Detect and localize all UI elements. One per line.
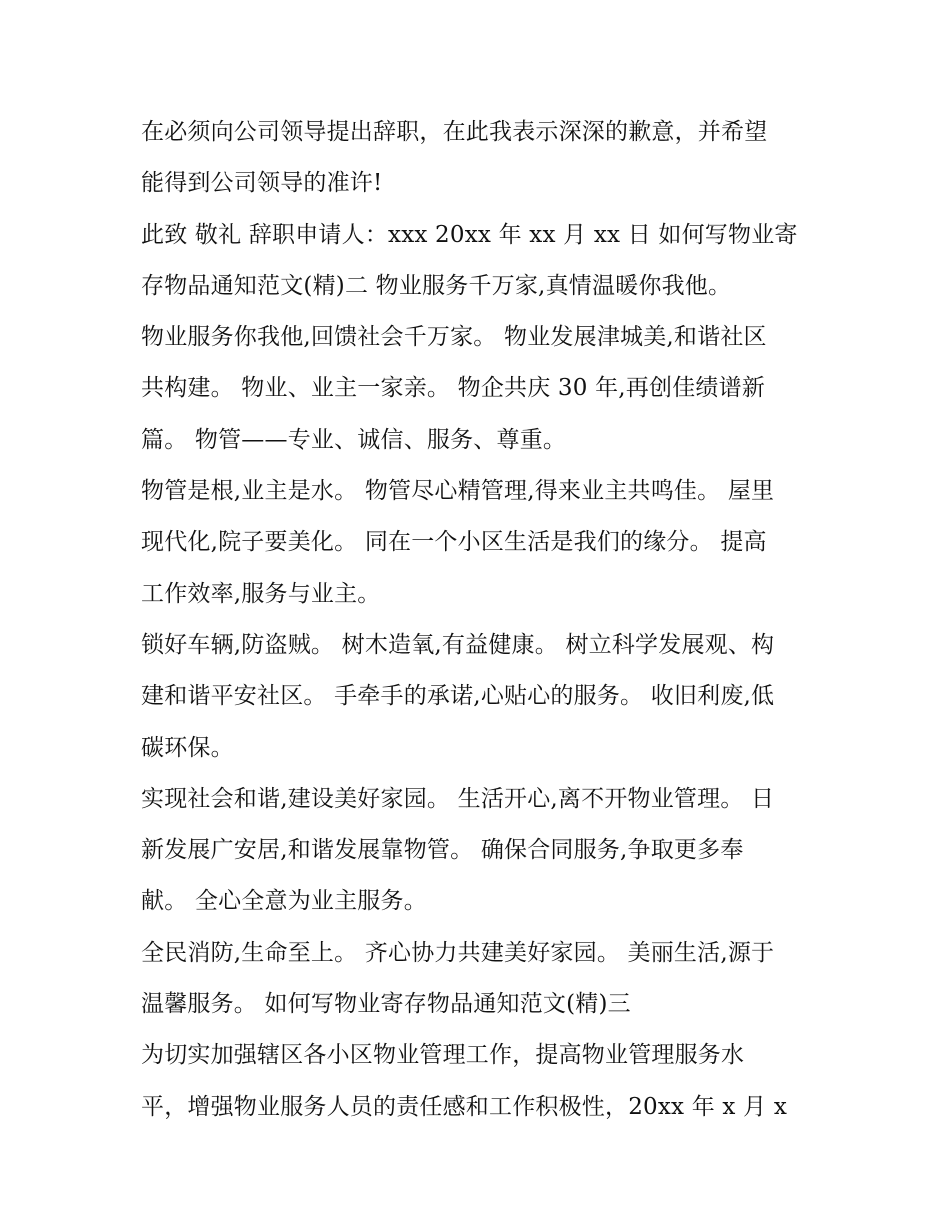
text-line: 为切实加强辖区各小区物业管理工作，提高物业管理服务水 xyxy=(141,1042,745,1069)
text-line: 现代化,院子要美化。 同在一个小区生活是我们的缘分。 提高 xyxy=(141,529,767,556)
text-line: 工作效率,服务与业主。 xyxy=(141,580,381,607)
text-line: 在必须向公司领导提出辞职，在此我表示深深的歉意，并希望 xyxy=(141,119,768,145)
text-line: 能得到公司领导的准许! xyxy=(141,170,383,197)
text-line: 碳环保。 xyxy=(141,734,234,761)
text-line: 共构建。 物业、业主一家亲。 物企共庆 30 年,再创佳绩谱新 xyxy=(141,375,766,402)
text-line: 篇。 物管——专业、诚信、服务、尊重。 xyxy=(141,426,567,453)
text-line: 物业服务你我他,回馈社会千万家。 物业发展津城美,和谐社区 xyxy=(141,324,767,351)
text-line: 锁好车辆,防盗贼。 树木造氧,有益健康。 树立科学发展观、构 xyxy=(141,631,775,658)
text-line: 全民消防,生命至上。 齐心协力共建美好家园。 美丽生活,源于 xyxy=(141,939,775,966)
text-line: 献。 全心全意为业主服务。 xyxy=(141,888,427,915)
text-line: 平，增强物业服务人员的责任感和工作积极性，20xx 年 x 月 x xyxy=(141,1093,787,1120)
text-line: 新发展广安居,和谐发展靠物管。 确保合同服务,争取更多奉 xyxy=(141,837,744,864)
text-line: 物管是根,业主是水。 物管尽心精管理,得来业主共鸣佳。 屋里 xyxy=(141,478,775,505)
text-line: 实现社会和谐,建设美好家园。 生活开心,离不开物业管理。 日 xyxy=(141,785,775,812)
text-line: 建和谐平安社区。 手牵手的承诺,心贴心的服务。 收旧利废,低 xyxy=(141,683,775,710)
text-line: 存物品通知范文(精)二 物业服务千万家,真情温暖你我他。 xyxy=(141,272,732,299)
text-line: 温馨服务。 如何写物业寄存物品通知范文(精)三 xyxy=(141,991,631,1018)
document-body xyxy=(141,107,821,1133)
text-line: 此致 敬礼 辞职申请人：xxx 20xx 年 xx 月 xx 日 如何写物业寄 xyxy=(141,221,798,248)
